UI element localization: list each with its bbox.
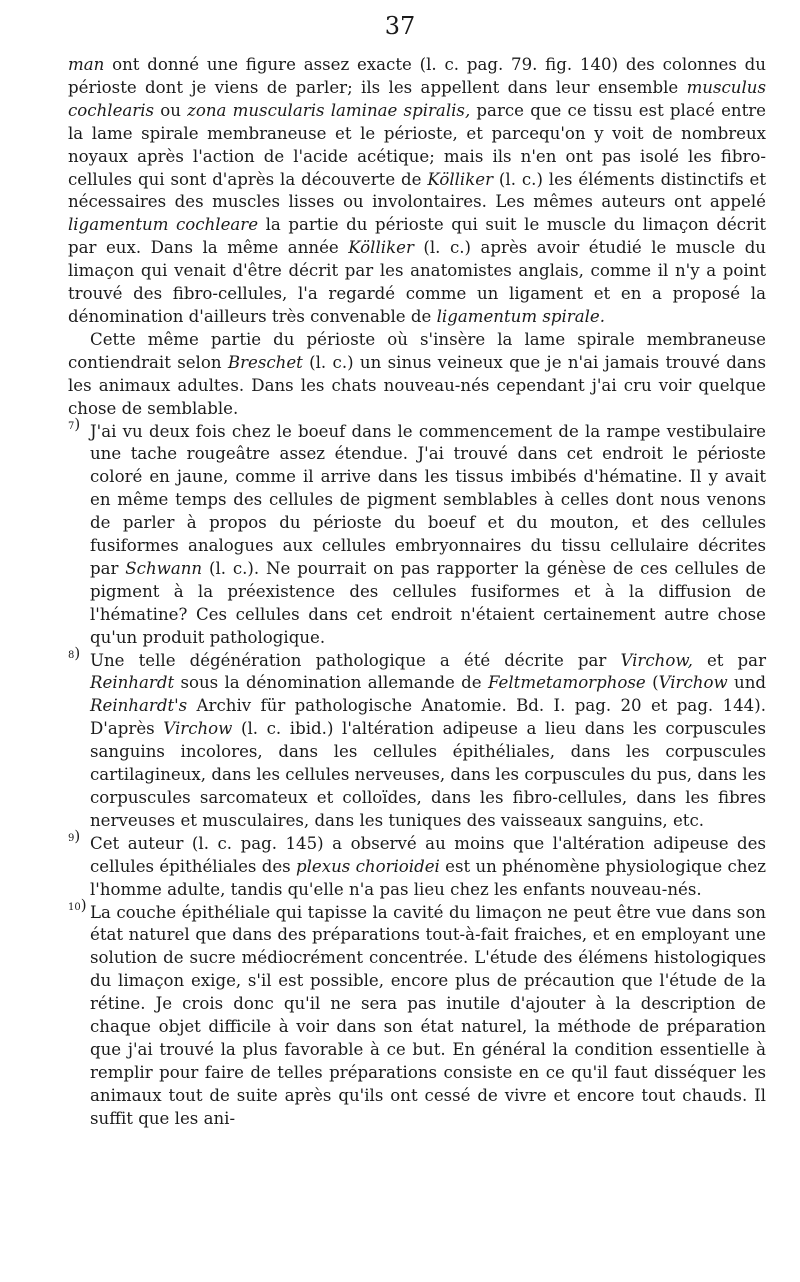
footnote-marker: 10 ) [68,898,87,915]
text-run: et par [692,650,766,670]
text-run: La couche épithéliale qui tapisse la cavité du limaçon ne peut être vue dans son état naturel que dans des préparations tout-à-fait fraiches, et en employant une solution de sucre médiocrément concentrée. L'étude des élémens histologiques du limaçon exige, s'il est possible, encore plus de précaution que l'étude de la rétine. Je crois donc qu'il ne sera pas inutile d'ajouter à la description de chaque objet difficile à voir dans son état naturel, la méthode de préparation que j'ai trouvé la plus favorable à ce but. En général la condition essentielle à remplir pour faire de telles préparations consiste en ce qu'il faut disséquer les animaux tout de suite après qu'ils ont cessé de vivre et encore tout chauds. Il suffit que les ani- [90,902,766,1128]
italic-text-run: Virchow, [620,650,693,670]
italic-text-run: Virchow [658,673,728,693]
text-run: parce que ce tissu est placé entre la lame spirale membraneuse et le périoste, et parcequ'on y voit de nombreux noyaux après l'action de l'acide acétique; mais ils n'en ont pas isolé les fibro-cellules qui sont d'après la découverte de [68,100,766,189]
footnote-9 [68,833,766,902]
text-run: (l. c. ibid.) l'altération adipeuse a lieu dans les corpuscules sanguins incolores, dans les cellules épithéliales, dans les corpuscules cartilagineux, dans les cellules nerveuses, dans les corpuscules du pus, dans les corpuscules sarcomateux et colloïdes, dans les fibro-cellules, dans les fibres nerveuses et musculaires, dans les tuniques des vaisseaux sanguins, etc. [90,719,766,830]
footnote-10 [68,902,766,1131]
text-run: la partie du périoste qui suit le muscle du limaçon décrit par eux. Dans la même année [68,215,766,258]
italic-text-run: Feltmetamorphose [487,673,646,693]
text-run: est un phénomène physiologique chez l'homme adulte, tandis qu'elle n'a pas lieu chez les enfants nouveau-nés. [90,856,766,899]
text-run: Archiv für pathologische Anatomie. Bd. I. pag. 20 et pag. 144). D'après [90,696,766,739]
paragraph-cette-meme-partie [68,329,766,421]
text-run: ou [154,100,188,120]
italic-text-run: zona muscularis laminae spiralis, [187,100,471,120]
italic-text-run: plexus chorioidei [295,856,440,876]
italic-text-run: man [68,55,105,74]
italic-text-run: Kölliker [348,238,414,258]
text-run: ( [645,673,659,693]
page-number: 37 [384,12,416,40]
text-run: (l. c.) les éléments distinctifs et nécessaires des muscles lisses ou involontaires. Les mêmes auteurs ont appelé [68,169,766,212]
text-run: Cet auteur (l. c. pag. 145) a observé au moins que l'altération adipeuse des cellules épithéliales des [90,833,766,876]
italic-text-run: ligamentum cochleare [68,215,259,235]
italic-text-run: Breschet [227,352,303,372]
text-run: Cette même partie du périoste où s'insère la lame spirale membraneuse contiendrait selon [68,329,766,372]
italic-text-run: Reinhardt's [90,696,188,716]
footnote-8 [68,650,766,833]
paragraph-continuation [68,54,766,329]
text-run: sous la dénomination allemande de [174,673,488,693]
italic-text-run: Reinhardt [90,673,175,693]
text-run: Une telle dégénération pathologique a été décrite par [90,650,621,670]
page-body [68,54,766,1131]
text-run: ont donné une figure assez exacte (l. c. pag. 79. fig. 140) des colonnes du périoste dont je viens de parler; ils les appellent dans leur ensemble [68,55,766,97]
italic-text-run: Schwann [125,558,203,578]
text-run: (l. c.). Ne pourrait on pas rapporter la génèse de ces cellules de pigment à la préexistence des cellules fusiformes et à la diffusion de l'hématine? Ces cellules dans cet endroit n'étaient certainement autre chose qu'un produit pathologique. [90,558,766,647]
text-run: und [727,673,766,693]
text-run: (l. c.) après avoir étudié le muscle du limaçon qui venait d'être décrit par les anatomistes anglais, comme il n'y a point trouvé des fibro-cellules, l'a regardé comme un ligament et en a proposé la dénomination d'ailleurs très convenable de [68,238,766,326]
italic-text-run: musculus cochlearis [68,77,766,120]
footnote-marker: 8 ) [68,646,80,663]
italic-text-run: Kölliker [427,169,494,189]
footnote-marker: 9 ) [68,829,80,846]
footnote-7 [68,421,766,650]
footnote-marker: 7 ) [68,417,80,434]
italic-text-run: ligamentum spirale. [436,306,606,326]
text-run: (l. c.) un sinus veineux que je n'ai jamais trouvé dans les animaux adultes. Dans les chats nouveau-nés cependant j'ai cru voir quelque chose de semblable. [68,352,766,418]
text-run: J'ai vu deux fois chez le boeuf dans le commencement de la rampe vestibulaire une tache rougeâtre assez étendue. J'ai trouvé dans cet endroit le périoste coloré en jaune, comme il arrive dans les tissus imbibés d'hématine. Il y avait en même temps des cellules de pigment semblables à celles dont nous venons de parler à propos du périoste du boeuf et du mouton, et des cellules fusiformes analogues aux cellules embryonnaires du tissu cellulaire décrites par [90,421,766,578]
italic-text-run: Virchow [163,719,233,739]
